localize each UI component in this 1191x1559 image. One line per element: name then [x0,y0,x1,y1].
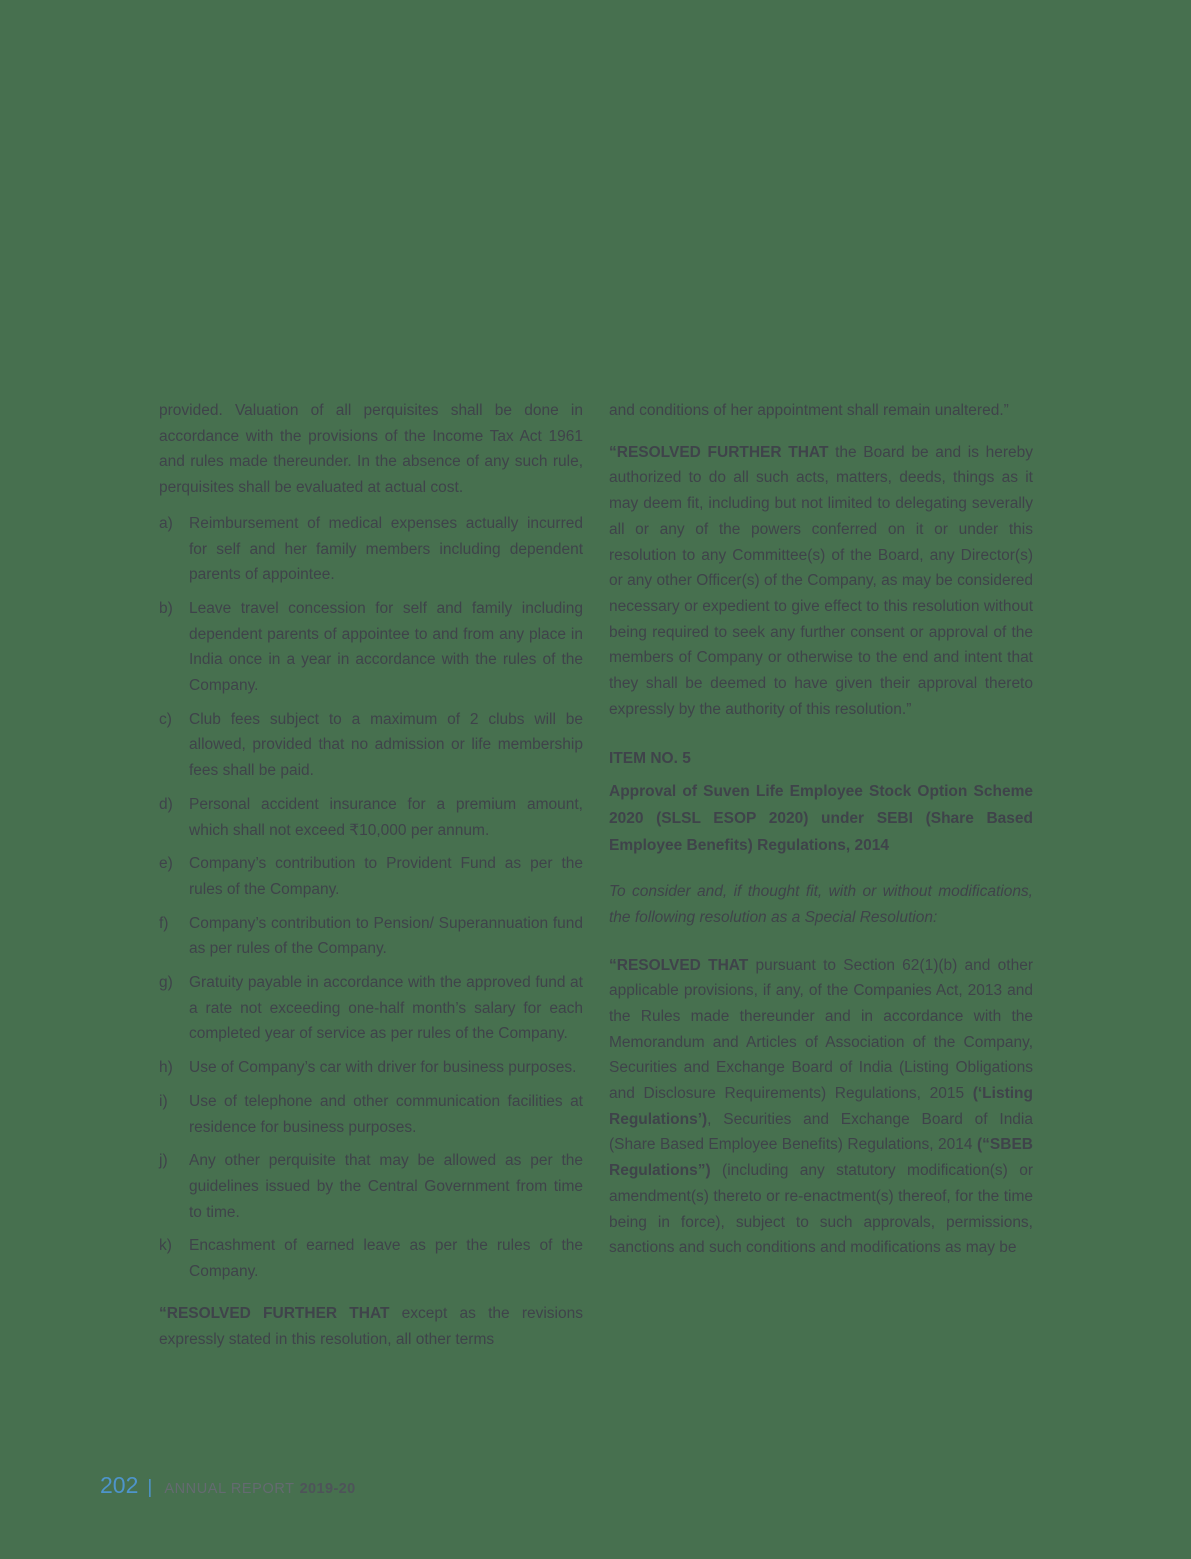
resolved-that-paragraph [609,953,1033,1261]
list-item-text: Use of Company’s car with driver for business purposes. [189,1059,577,1077]
list-marker: i) [159,1092,168,1110]
annual-report-label: ANNUAL REPORT [164,1481,295,1497]
list-item-text: Personal accident insurance for a premium amount, which shall not exceed ₹10,000 per annum. [189,795,583,839]
content-columns [159,398,1033,1368]
page-number: 202 [100,1472,139,1498]
report-year: 2019-20 [299,1481,356,1497]
list-item [159,1055,583,1081]
list-marker: d) [159,795,173,813]
sbeb-regulations-term: (“SBEB Regulations”) [609,1136,1033,1180]
item-heading: ITEM NO. 5 [609,750,691,768]
resolved-that-lead: “RESOLVED THAT [609,956,749,974]
list-item-text: Club fees subject to a maximum of 2 clubs will be allowed, provided that no admission or life membership fees shall be paid. [189,710,583,780]
page-footer [100,1472,356,1499]
resolved-further-left-paragraph [159,1301,583,1352]
list-item [159,851,583,902]
list-item [159,792,583,843]
list-item-text: Gratuity payable in accordance with the approved fund at a rate not exceeding one-half month’s salary for each completed year of service as per rules of the Company. [189,974,583,1043]
resolved-further-paragraph [609,440,1033,723]
list-item-text: Reimbursement of medical expenses actually incurred for self and her family members including dependent parents of appointee. [189,514,583,584]
list-item-text: Company’s contribution to Provident Fund as per the rules of the Company. [189,855,583,898]
resolved-that-body: pursuant to Section 62(1)(b) and other applicable provisions, if any, of the Companies Act, 2013 and the Rules made thereunder and in accordance with the Memorandum and Articles of Association of the Company, Securities and Exchange Board of India (Listing Obligations and Disclosure Requirements) Regulations, 2015 [609,956,1033,1103]
list-item [159,911,583,962]
item-title: Approval of Suven Life Employee Stock Option Scheme 2020 (SLSL ESOP 2020) under SEBI (Share Based Employee Benefits) Regulations, 2014 [609,783,1033,855]
list-item-text: Any other perquisite that may be allowed as per the guidelines issued by the Central Government from time to time. [189,1152,583,1221]
list-item-text: Encashment of earned leave as per the rules of the Company. [189,1237,583,1281]
list-marker: e) [159,855,173,873]
list-item [159,970,583,1047]
continuation-paragraph: and conditions of her appointment shall remain unaltered.” [609,402,1009,419]
list-marker: g) [159,974,173,992]
list-marker: a) [159,514,173,532]
resolved-further-rest: the Board be and is hereby authorized to do all such acts, matters, deeds, things as it may deem fit, including but not limited to delegating severally all or any of the powers conferred on it or under this resolution to any Committee(s) of the Board, any Director(s) or any other Officer(s) of the Company, as may be considered necessary or expedient to give effect to this resolution without being required to seek any further consent or approval of the members of Company or otherwise to the end and intent that they shall be deemed to have given their approval thereto expressly by the authority of this resolution.” [609,443,1034,718]
intro-paragraph: provided. Valuation of all perquisites shall be done in accordance with the provisions of the Income Tax Act 1961 and rules made thereunder. In the absence of any such rule, perquisites shall be evaluated at actual cost. [159,402,583,497]
list-item [159,596,583,699]
footer-separator: | [147,1477,153,1498]
left-column [159,398,583,1368]
special-resolution-note: To consider and, if thought fit, with or without modifications, the following resolution as a Special Resolution: [609,883,1033,926]
list-item-text: Company’s contribution to Pension/ Superannuation fund as per rules of the Company. [189,914,583,958]
listing-regulations-term: (‘Listing Regulations’) [609,1085,1033,1128]
list-marker: j) [159,1152,168,1170]
resolved-that-body: , Securities and Exchange Board of India (Share Based Employee Benefits) Regulations, 2014 [609,1110,1033,1154]
list-marker: k) [159,1237,172,1255]
list-marker: b) [159,599,173,617]
resolved-further-lead: “RESOLVED FURTHER THAT [159,1304,390,1322]
list-marker: c) [159,710,172,728]
list-item [159,1148,583,1225]
perquisites-list [159,511,583,1285]
list-marker: h) [159,1059,173,1077]
resolved-that-body: (including any statutory modification(s) or amendment(s) thereto or re-enactment(s) thereof, for the time being in force), subject to such approvals, permissions, sanctions and such conditions and modifications as may be [609,1162,1033,1257]
list-item-text: Leave travel concession for self and family including dependent parents of appointee to and from any place in India once in a year in accordance with the rules of the Company. [189,599,583,695]
resolved-further-rest: except as the revisions expressly stated in this resolution, all other terms [159,1304,583,1348]
list-item [159,511,583,588]
resolved-further-lead: “RESOLVED FURTHER THAT [609,443,829,461]
list-item [159,1233,583,1284]
list-item [159,1089,583,1140]
right-column [609,398,1033,1368]
list-item [159,707,583,784]
list-item-text: Use of telephone and other communication facilities at residence for business purposes. [189,1092,583,1136]
list-marker: f) [159,914,169,932]
